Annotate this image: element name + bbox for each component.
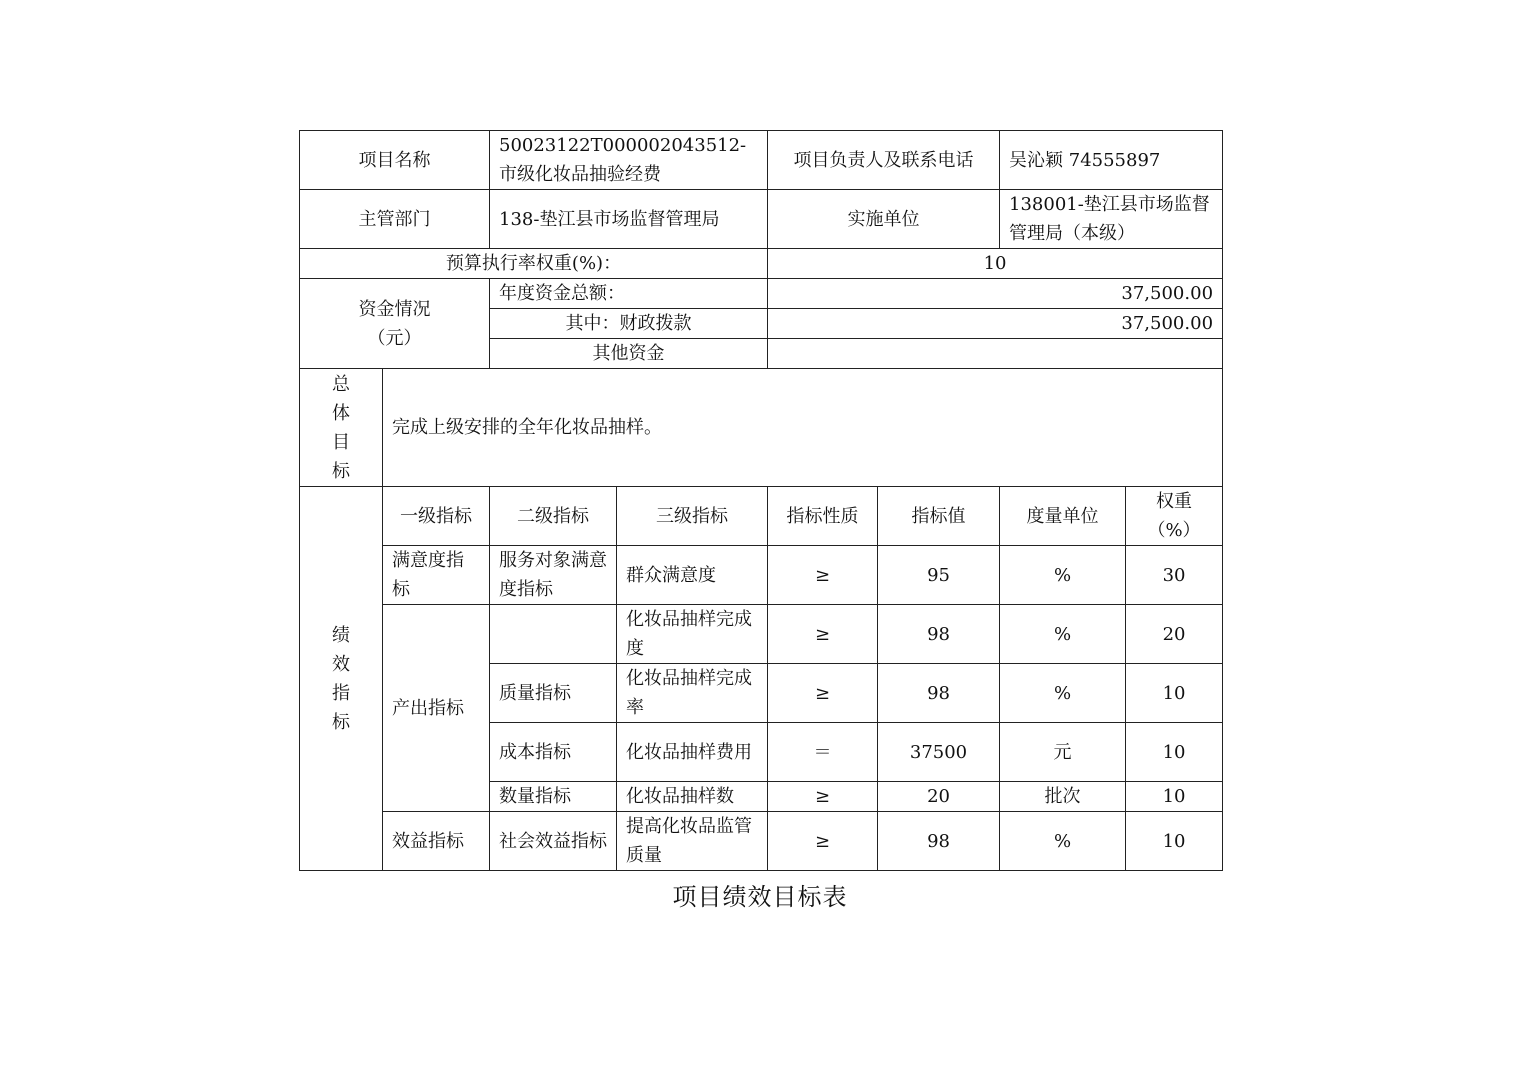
weight-cell: 10 <box>1126 664 1223 723</box>
weight-cell: 10 <box>1126 782 1223 812</box>
manager-value: 吴沁颖 74555897 <box>1000 131 1223 190</box>
level3-cell: 化妆品抽样数 <box>617 782 768 812</box>
project-name-label: 项目名称 <box>300 131 490 190</box>
budget-weight-label: 预算执行率权重(%)： <box>300 249 768 279</box>
indicator-row <box>300 605 1223 664</box>
level1-cell: 效益指标 <box>383 812 490 871</box>
weight-cell: 30 <box>1126 546 1223 605</box>
level3-cell: 化妆品抽样费用 <box>617 723 768 782</box>
unit-cell: 元 <box>1000 723 1126 782</box>
level2-cell: 成本指标 <box>490 723 617 782</box>
indicator-row <box>300 812 1223 871</box>
impl-value: 138001-垫江县市场监督管理局（本级） <box>1000 190 1223 249</box>
header-nature: 指标性质 <box>768 487 878 546</box>
funds-other-value <box>768 339 1223 369</box>
level3-cell: 化妆品抽样完成度 <box>617 605 768 664</box>
table-caption: 项目绩效目标表 <box>672 883 848 911</box>
indicator-header-row <box>300 487 1223 546</box>
funds-total-label: 年度资金总额： <box>490 279 768 309</box>
unit-cell: % <box>1000 812 1126 871</box>
weight-cell: 10 <box>1126 812 1223 871</box>
goal-label-char: 体 <box>332 402 350 424</box>
performance-table <box>299 130 1223 871</box>
value-cell: 98 <box>878 605 1000 664</box>
funds-unit: （元） <box>367 327 422 349</box>
impl-label: 实施单位 <box>768 190 1000 249</box>
weight-cell: 20 <box>1126 605 1223 664</box>
value-cell: 98 <box>878 664 1000 723</box>
goal-label-char: 目 <box>332 431 350 453</box>
value-cell: 98 <box>878 812 1000 871</box>
level3-cell: 提高化妆品监管质量 <box>617 812 768 871</box>
goal-label-char: 标 <box>332 460 350 482</box>
value-cell: 37500 <box>878 723 1000 782</box>
overall-goal-label <box>300 369 383 487</box>
row-funds-total <box>300 279 1223 309</box>
header-weight: 权重（%） <box>1126 487 1223 546</box>
nature-cell: ≥ <box>768 664 878 723</box>
project-name-value: 50023122T000002043512-市级化妆品抽验经费 <box>490 131 768 190</box>
budget-weight-value: 10 <box>768 249 1223 279</box>
header-unit: 度量单位 <box>1000 487 1126 546</box>
nature-cell: ＝ <box>768 723 878 782</box>
nature-cell: ≥ <box>768 782 878 812</box>
level1-cell: 产出指标 <box>383 605 490 812</box>
funds-label: 资金情况 <box>358 298 431 320</box>
indicators-label-char: 指 <box>332 682 350 704</box>
unit-cell: % <box>1000 546 1126 605</box>
header-level2: 二级指标 <box>490 487 617 546</box>
level2-cell: 数量指标 <box>490 782 617 812</box>
funds-label-cell <box>300 279 490 369</box>
row-department <box>300 190 1223 249</box>
weight-cell: 10 <box>1126 723 1223 782</box>
dept-label: 主管部门 <box>300 190 490 249</box>
row-overall-goal <box>300 369 1223 487</box>
indicators-label-char: 效 <box>332 653 350 675</box>
header-level1: 一级指标 <box>383 487 490 546</box>
header-level3: 三级指标 <box>617 487 768 546</box>
value-cell: 95 <box>878 546 1000 605</box>
overall-goal-text: 完成上级安排的全年化妆品抽样。 <box>383 369 1223 487</box>
indicators-label-char: 标 <box>332 711 350 733</box>
unit-cell: 批次 <box>1000 782 1126 812</box>
level2-cell: 质量指标 <box>490 664 617 723</box>
nature-cell: ≥ <box>768 546 878 605</box>
manager-label: 项目负责人及联系电话 <box>768 131 1000 190</box>
indicators-label-char: 绩 <box>332 624 350 646</box>
level3-cell: 化妆品抽样完成率 <box>617 664 768 723</box>
indicator-row <box>300 546 1223 605</box>
level2-cell: 社会效益指标 <box>490 812 617 871</box>
header-value: 指标值 <box>878 487 1000 546</box>
level2-cell <box>490 605 617 664</box>
nature-cell: ≥ <box>768 605 878 664</box>
funds-total-value: 37,500.00 <box>768 279 1223 309</box>
funds-other-label: 其他资金 <box>490 339 768 369</box>
dept-value: 138-垫江县市场监督管理局 <box>490 190 768 249</box>
funds-fiscal-label: 其中：财政拨款 <box>490 309 768 339</box>
unit-cell: % <box>1000 605 1126 664</box>
value-cell: 20 <box>878 782 1000 812</box>
level2-cell: 服务对象满意度指标 <box>490 546 617 605</box>
indicators-label <box>300 487 383 871</box>
level1-cell: 满意度指标 <box>383 546 490 605</box>
unit-cell: % <box>1000 664 1126 723</box>
performance-sheet <box>299 130 1223 871</box>
row-project-name <box>300 131 1223 190</box>
nature-cell: ≥ <box>768 812 878 871</box>
level3-cell: 群众满意度 <box>617 546 768 605</box>
row-budget-weight <box>300 249 1223 279</box>
goal-label-char: 总 <box>332 373 350 395</box>
funds-fiscal-value: 37,500.00 <box>768 309 1223 339</box>
